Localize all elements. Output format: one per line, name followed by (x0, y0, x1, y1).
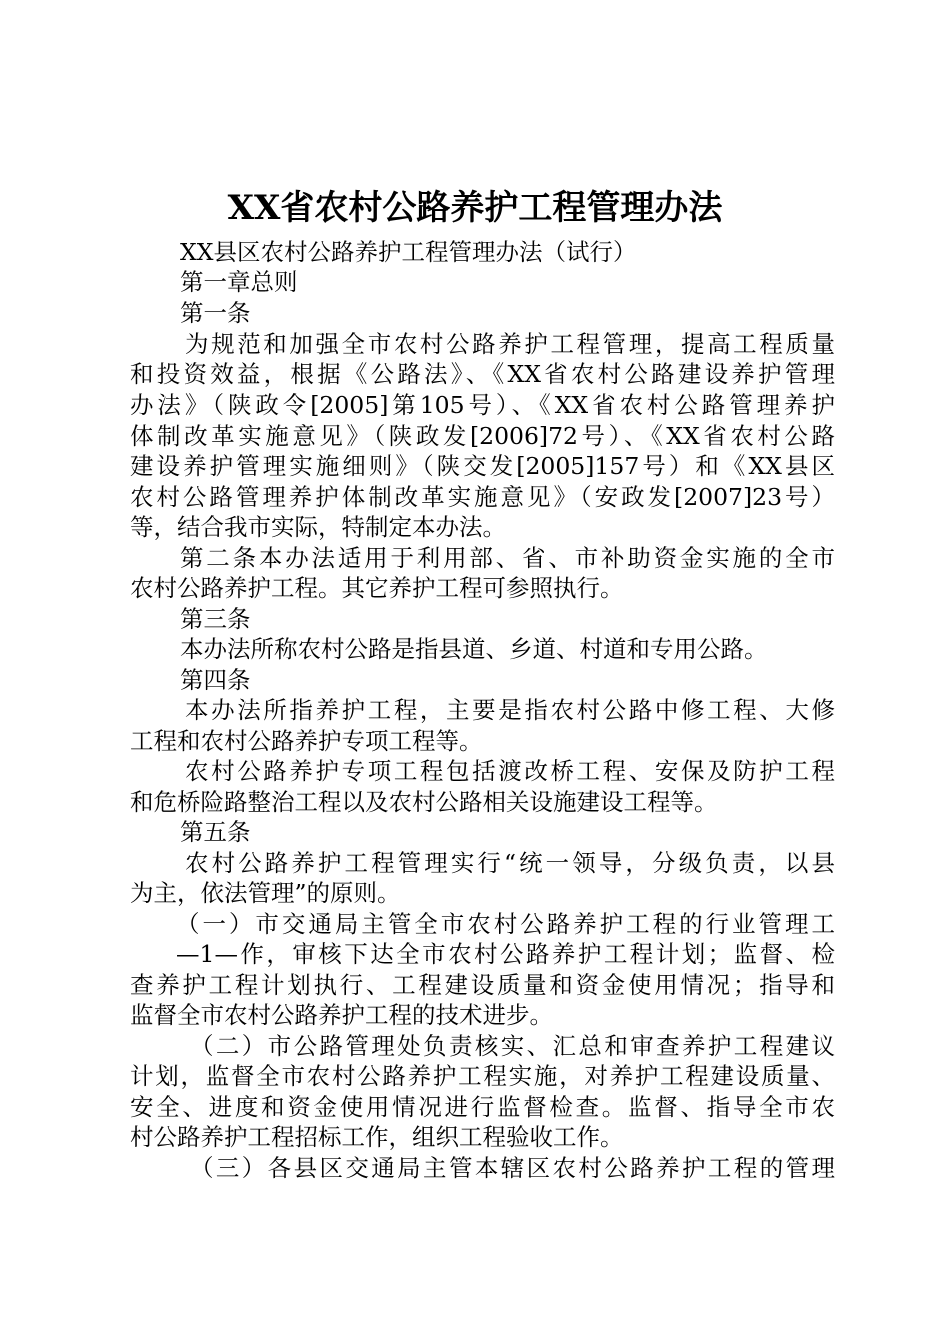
article-2-line: 第二条本办法适用于利用部、省、市补助资金实施的全市 (180, 544, 835, 572)
body-line: （一）市交通局主管全市农村公路养护工程的行业管理工 (176, 910, 835, 938)
body-line: 农村公路管理养护体制改革实施意见》（安政发[2007]23号） (130, 483, 835, 511)
subtitle-line: XX县区农村公路养护工程管理办法（试行） (180, 238, 637, 266)
body-line: 体制改革实施意见》（陕政发[2006]72号）、《XX省农村公路 (130, 422, 835, 450)
body-line: 和危桥险路整治工程以及农村公路相关设施建设工程等。 (130, 788, 718, 816)
body-line: —1—作，审核下达全市农村公路养护工程计划；监督、检 (176, 940, 835, 968)
chapter-heading: 第一章总则 (180, 268, 298, 296)
body-line: 为规范和加强全市农村公路养护工程管理，提高工程质量 (185, 330, 835, 358)
document-title: XX省农村公路养护工程管理办法 (227, 188, 723, 228)
body-line: 农村公路养护专项工程包括渡改桥工程、安保及防护工程 (185, 757, 835, 785)
body-line: （二）市公路管理处负责核实、汇总和审查养护工程建议 (190, 1032, 835, 1060)
body-line: 监督全市农村公路养护工程的技术进步。 (130, 1001, 553, 1029)
body-line: 和投资效益，根据《公路法》、《XX省农村公路建设养护管理 (130, 360, 835, 388)
article-heading-4: 第四条 (180, 666, 251, 694)
body-line: 本办法所称农村公路是指县道、乡道、村道和专用公路。 (180, 635, 768, 663)
body-line: 安全、进度和资金使用情况进行监督检查。监督、指导全市农 (130, 1093, 835, 1121)
body-line: 计划，监督全市农村公路养护工程实施，对养护工程建设质量、 (130, 1062, 835, 1090)
body-line: 工程和农村公路养护专项工程等。 (130, 727, 483, 755)
body-line: 等，结合我市实际，特制定本办法。 (130, 513, 506, 541)
article-heading-5: 第五条 (180, 818, 251, 846)
body-line: 建设养护管理实施细则》（陕交发[2005]157号）和《XX县区 (130, 452, 835, 480)
body-line: 农村公路养护工程管理实行“统一领导，分级负责，以县 (185, 849, 835, 877)
body-line: （三）各县区交通局主管本辖区农村公路养护工程的管理 (190, 1154, 835, 1182)
article-heading-1: 第一条 (180, 299, 251, 327)
body-line: 为主，依法管理”的原则。 (130, 879, 401, 907)
body-line: 本办法所指养护工程，主要是指农村公路中修工程、大修 (185, 696, 835, 724)
article-heading-3: 第三条 (180, 605, 251, 633)
body-line: 村公路养护工程招标工作，组织工程验收工作。 (130, 1123, 624, 1151)
body-line: 农村公路养护工程。其它养护工程可参照执行。 (130, 574, 624, 602)
body-line: 查养护工程计划执行、工程建设质量和资金使用情况；指导和 (130, 971, 835, 999)
body-line: 办法》（陕政令[2005]第105号）、《XX省农村公路管理养护 (130, 391, 835, 419)
